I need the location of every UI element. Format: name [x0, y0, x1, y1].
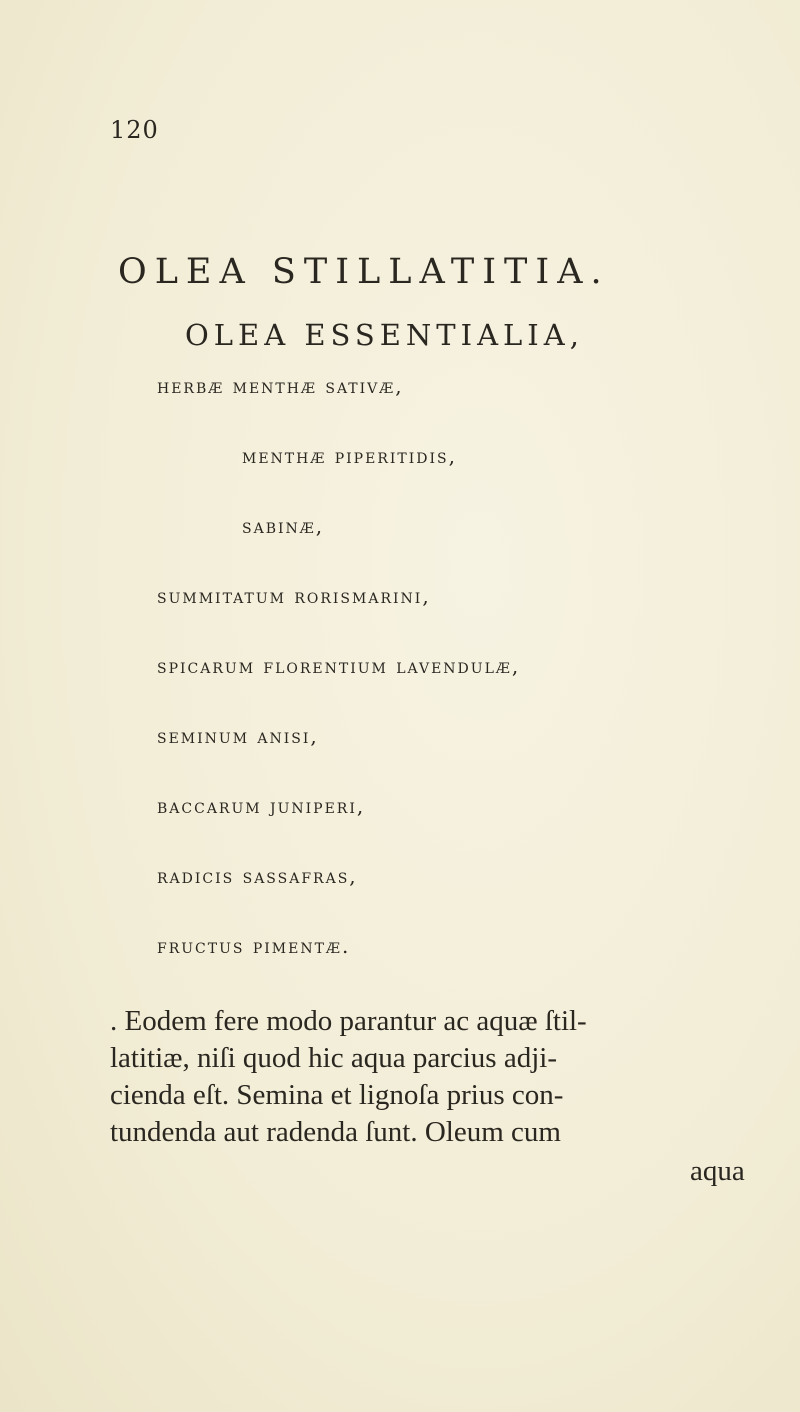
body-line: . Eodem fere modo parantur ac aquæ ſtil-: [110, 1005, 587, 1037]
list-item-menthae-piperitidis: menthæ piperitidis,: [242, 444, 457, 468]
body-line: latitiæ, niſi quod hic aqua parcius adji-: [110, 1042, 557, 1074]
list-item-fructus: fructus pimentæ.: [157, 934, 351, 958]
list-item-summitatum: summitatum rorismarini,: [157, 584, 431, 608]
body-paragraph: [110, 1003, 742, 1151]
list-item-sabinae: sabinæ,: [242, 514, 325, 538]
page-number: 120: [110, 116, 159, 144]
list-item-seminum: seminum anisi,: [157, 724, 319, 748]
body-line: tundenda aut radenda ſunt. Oleum cum: [110, 1116, 561, 1148]
body-line: cienda eſt. Semina et lignoſa prius con-: [110, 1079, 564, 1111]
catchword: aqua: [690, 1155, 745, 1187]
section-subtitle: OLEA ESSENTIALIA,: [185, 318, 584, 352]
list-item-radicis: radicis sassafras,: [157, 864, 358, 888]
list-item-herbae: herbæ menthæ sativæ,: [157, 374, 404, 398]
list-item-baccarum: baccarum juniperi,: [157, 794, 366, 818]
main-title: OLEA STILLATITIA.: [118, 252, 610, 292]
list-item-spicarum: spicarum florentium lavendulæ,: [157, 654, 521, 678]
